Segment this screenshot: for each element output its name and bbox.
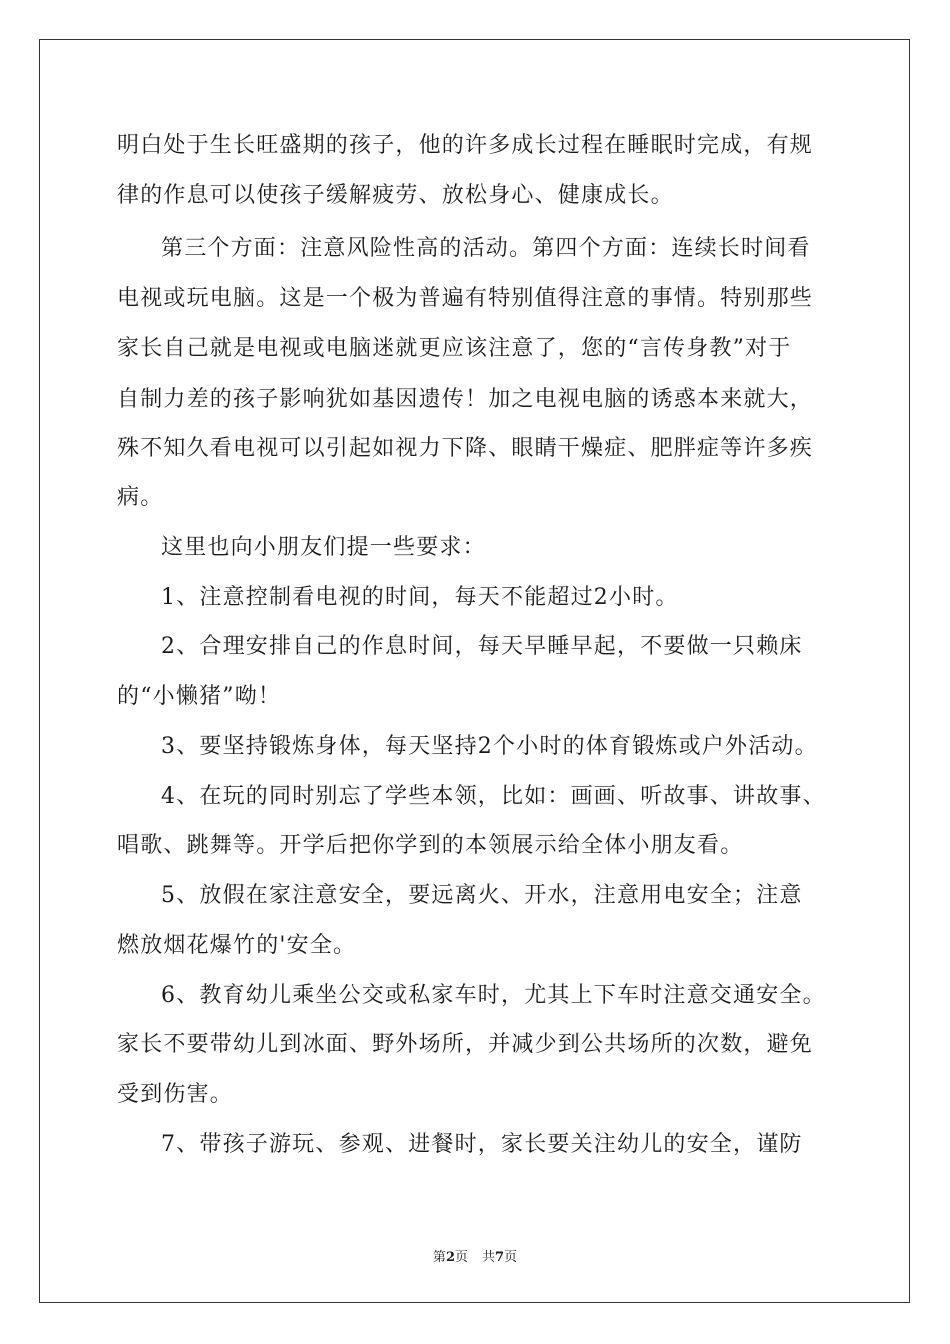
text-line: 殊不知久看电视可以引起如视力下降、眼睛干燥症、肥胖症等许多疾 bbox=[117, 436, 814, 461]
text-line: 燃放烟花爆竹的'安全。 bbox=[117, 933, 357, 958]
text-line: 病。 bbox=[117, 485, 164, 510]
footer-page-prefix: 第 bbox=[432, 1250, 446, 1265]
list-item-5: 5、放假在家注意安全，要远离火、开水，注意用电安全；注意 bbox=[161, 883, 803, 908]
paragraph-first-line: 第三个方面：注意风险性高的活动。第四个方面：连续长时间看 bbox=[161, 236, 811, 261]
text-line: 自制力差的孩子影响犹如基因遗传！加之电视电脑的诱惑本来就大， bbox=[117, 387, 814, 412]
text-line: 的“小懒猪”呦！ bbox=[117, 684, 282, 709]
text-line: 律的作息可以使孩子缓解疲劳、放松身心、健康成长。 bbox=[117, 183, 674, 208]
list-item-2: 2、合理安排自己的作息时间，每天早睡早起，不要做一只赖床 bbox=[161, 634, 803, 659]
footer-total-pages: 7 bbox=[495, 1250, 505, 1265]
text-line: 电视或玩电脑。这是一个极为普遍有特别值得注意的事情。特别那些 bbox=[117, 286, 814, 311]
list-item-6: 6、教育幼儿乘坐公交或私家车时，尤其上下车时注意交通安全。 bbox=[161, 983, 826, 1008]
text-line: 家长自己就是电视或电脑迷就更应该注意了，您的“言传身教”对于 bbox=[117, 336, 792, 361]
text-line: 唱歌、跳舞等。开学后把你学到的本领展示给全体小朋友看。 bbox=[117, 833, 744, 858]
footer-current-page: 2 bbox=[445, 1250, 455, 1265]
list-item-3: 3、要坚持锻炼身体，每天坚持2个小时的体育锻炼或户外活动。 bbox=[161, 734, 818, 759]
page-border bbox=[39, 39, 910, 1303]
list-item-7: 7、带孩子游玩、参观、进餐时，家长要关注幼儿的安全，谨防 bbox=[161, 1132, 803, 1157]
footer-total-prefix: 共 bbox=[482, 1250, 496, 1265]
list-item-1: 1、注意控制看电视的时间，每天不能超过2小时。 bbox=[161, 585, 679, 610]
text-line: 受到伤害。 bbox=[117, 1082, 234, 1107]
footer-total-suffix: 页 bbox=[504, 1250, 518, 1265]
footer-page-suffix: 页 bbox=[454, 1250, 468, 1265]
page-footer bbox=[0, 1249, 950, 1267]
text-line: 明白处于生长旺盛期的孩子，他的许多成长过程在睡眠时完成，有规 bbox=[117, 133, 814, 158]
paragraph-first-line: 这里也向小朋友们提一些要求： bbox=[161, 535, 486, 560]
text-line: 家长不要带幼儿到冰面、野外场所，并减少到公共场所的次数，避免 bbox=[117, 1032, 814, 1057]
list-item-4: 4、在玩的同时别忘了学些本领，比如：画画、听故事、讲故事、 bbox=[161, 784, 826, 809]
